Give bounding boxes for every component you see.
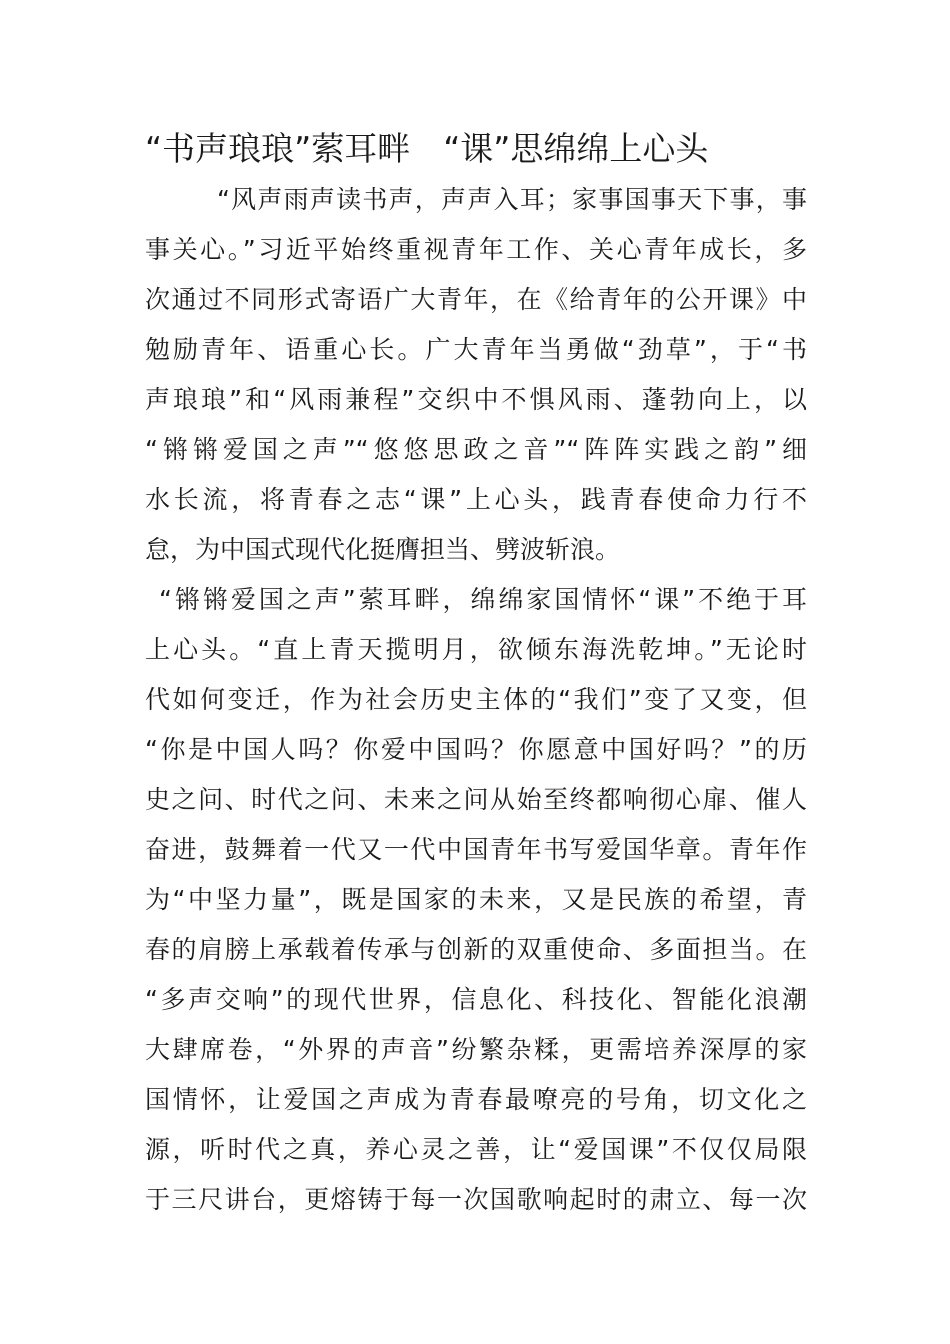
paragraph-2-line-1: “锵锵爱国之声”萦耳畔，绵绵家国情怀“课”不绝于耳 bbox=[159, 585, 807, 614]
paragraph-2-line-13: 于三尺讲台，更熔铸于每一次国歌响起时的肃立、每一次 bbox=[145, 1185, 807, 1214]
paragraph-2-line-8: 春的肩膀上承载着传承与创新的双重使命、多面担当。在 bbox=[145, 935, 807, 964]
paragraph-1-line-6: “锵锵爱国之声”“悠悠思政之音”“阵阵实践之韵”细 bbox=[145, 435, 807, 464]
paragraph-2-line-5: 史之问、时代之问、未来之问从始至终都响彻心扉、催人 bbox=[145, 785, 807, 814]
paragraph-2-line-7: 为“中坚力量”，既是国家的未来，又是民族的希望，青 bbox=[145, 885, 807, 914]
paragraph-1-line-8: 怠，为中国式现代化挺膺担当、劈波斩浪。 bbox=[145, 535, 621, 564]
paragraph-2-line-12: 源，听时代之真，养心灵之善，让“爱国课”不仅仅局限 bbox=[145, 1135, 807, 1164]
paragraph-2-line-6: 奋进，鼓舞着一代又一代中国青年书写爱国华章。青年作 bbox=[145, 835, 807, 864]
paragraph-1-line-5: 声琅琅”和“风雨兼程”交织中不惧风雨、蓬勃向上，以 bbox=[145, 385, 807, 414]
paragraph-2-line-3: 代如何变迁，作为社会历史主体的“我们”变了又变，但 bbox=[145, 685, 807, 714]
paragraph-2-line-2: 上心头。“直上青天揽明月，欲倾东海洗乾坤。”无论时 bbox=[145, 635, 807, 664]
paragraph-1-line-7: 水长流，将青春之志“课”上心头，践青春使命力行不 bbox=[145, 485, 807, 514]
paragraph-2-line-10: 大肆席卷，“外界的声音”纷繁杂糅，更需培养深厚的家 bbox=[145, 1035, 807, 1064]
paragraph-1-line-1: “风声雨声读书声，声声入耳；家事国事天下事，事 bbox=[217, 185, 807, 214]
document-title: “书声琅琅”萦耳畔 “课”思绵绵上心头 bbox=[145, 129, 709, 168]
paragraph-1-line-3: 次通过不同形式寄语广大青年，在《给青年的公开课》中 bbox=[145, 285, 807, 314]
paragraph-1-line-2: 事关心。”习近平始终重视青年工作、关心青年成长，多 bbox=[145, 235, 807, 264]
paragraph-2-line-4: “你是中国人吗？你爱中国吗？你愿意中国好吗？”的历 bbox=[145, 735, 807, 764]
paragraph-2-line-11: 国情怀，让爱国之声成为青春最嘹亮的号角，切文化之 bbox=[145, 1085, 807, 1114]
document-body bbox=[145, 175, 807, 1225]
paragraph-1-line-4: 勉励青年、语重心长。广大青年当勇做“劲草”，于“书 bbox=[145, 335, 807, 364]
paragraph-2-line-9: “多声交响”的现代世界，信息化、科技化、智能化浪潮 bbox=[145, 985, 807, 1014]
